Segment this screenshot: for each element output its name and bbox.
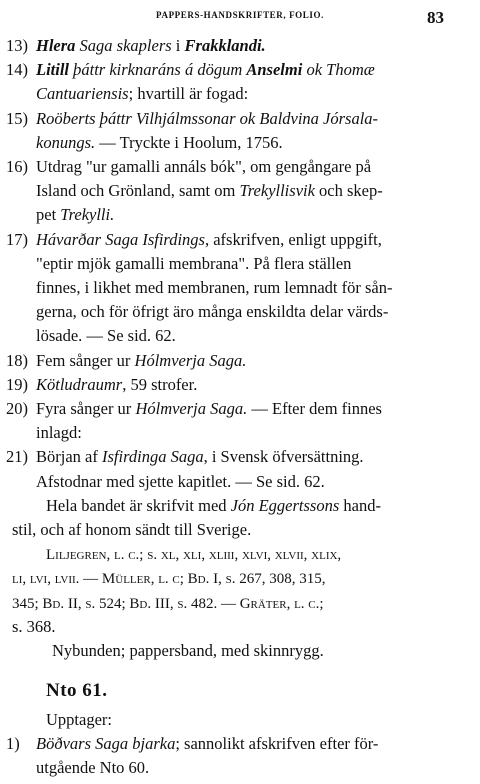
entry-text <box>12 566 326 590</box>
entry-text <box>36 470 325 494</box>
text-run: finnes, i likhet med membranen, rum lemnadt för sån- <box>36 278 393 297</box>
item-text <box>36 732 378 756</box>
entry-number: 17) <box>6 229 28 249</box>
entry-line <box>0 107 480 131</box>
entry-text <box>36 107 378 131</box>
text-run: Nybunden; pappersband, med skinnrygg. <box>52 641 324 660</box>
section-heading: Nto 61. <box>46 680 108 701</box>
page-number: 83 <box>427 8 444 27</box>
entry-line <box>0 82 480 106</box>
entry-line <box>0 566 480 590</box>
entry-text <box>36 252 351 276</box>
text-run: þáttr kirknaráns á dögum <box>69 60 247 80</box>
text-run: Kötludraumr <box>36 374 123 394</box>
text-run: Utdrag "ur gamalli annáls bók", om gengångare på <box>36 157 372 176</box>
text-run: Hólmverja Saga. <box>135 399 248 418</box>
entry-number: 19) <box>6 374 28 394</box>
text-run: , i Svensk öfversättning. <box>203 447 364 467</box>
text-run: Fyra sånger ur <box>36 399 136 418</box>
section-intro-line <box>0 708 480 732</box>
text-run: och skep- <box>314 181 383 201</box>
entry-text <box>12 615 56 639</box>
entry-line <box>0 470 480 494</box>
text-run: , afskrifven, enligt uppgift, <box>204 229 382 249</box>
text-run: Saga <box>75 36 117 55</box>
text-run: "eptir mjök gamalli membrana". På flera ställen <box>36 253 352 273</box>
entry-line <box>0 349 480 373</box>
text-run: li, lvi, lvii. — Müller, l. c; Bd. I, s. 267, 308, 315, <box>12 571 326 588</box>
text-run: Hávarðar Saga Isfirdings <box>36 229 205 249</box>
item-continuation-text: utgående Nto 60. <box>36 758 150 777</box>
entry-number: 20) <box>6 399 28 418</box>
text-run: Thomæ <box>326 60 375 80</box>
entry-line <box>0 494 480 518</box>
entry-text <box>36 82 248 106</box>
entry-line <box>0 34 480 58</box>
text-run: stil, och af honom sändt till Sverige. <box>12 520 252 539</box>
entry-line <box>0 518 480 542</box>
text-run: hand- <box>339 495 381 515</box>
text-run: Fem sånger ur <box>36 350 135 370</box>
entry-line <box>0 542 480 566</box>
text-run: Hlera <box>36 36 76 55</box>
text-run: — Efter dem finnes <box>247 399 382 418</box>
text-run: Afstodnar med sjette kapitlet. — Se sid. 62. <box>36 471 325 491</box>
entry-text <box>36 397 382 421</box>
entry-text <box>36 179 383 203</box>
entry-line <box>0 179 480 203</box>
entry-number: 13) <box>6 36 28 55</box>
text-run: Frakklandi. <box>184 36 266 55</box>
text-run: inlagd: <box>36 423 82 443</box>
section-intro: Upptager: <box>46 710 112 729</box>
entry-line <box>0 639 480 663</box>
item-number: 1) <box>6 734 20 753</box>
text-run: Cantuariensis <box>36 84 129 104</box>
entry-line <box>0 228 480 252</box>
entry-text <box>36 445 364 469</box>
text-run: 345; Bd. II, s. 524; Bd. III, s. 482. — Gräter, l. c.; <box>12 595 324 612</box>
entry-text <box>12 591 324 615</box>
entry-number: 15) <box>6 108 28 128</box>
text-run: Litill <box>36 60 69 80</box>
text-run: Anselmi <box>246 60 303 80</box>
section-item-continuation <box>0 756 480 780</box>
entry-text <box>36 155 371 179</box>
entry-number: 16) <box>6 157 28 176</box>
running-title: PAPPERS-HANDSKRIFTER, FOLIO. <box>156 10 324 20</box>
entry-text <box>36 373 197 397</box>
entry-text <box>46 542 341 566</box>
entry-text <box>36 58 375 82</box>
entry-line <box>0 615 480 639</box>
entry-line <box>0 252 480 276</box>
entry-line <box>0 203 480 227</box>
entry-line <box>0 397 480 421</box>
entry-text <box>36 349 246 373</box>
text-run: Roöberts þáttr Vilhjálmssonar ok Baldvina Jórsala- <box>36 108 379 128</box>
entry-number: 21) <box>6 447 28 467</box>
entry-number: 14) <box>6 60 28 80</box>
text-run: s. 368. <box>12 616 56 636</box>
entry-number: 18) <box>6 350 28 370</box>
entry-line <box>0 131 480 155</box>
entry-line <box>0 276 480 300</box>
text-run: Hólmverja Saga. <box>134 350 247 370</box>
entry-text <box>52 639 324 663</box>
text-run: lösade. — Se sid. 62. <box>36 326 176 346</box>
entry-line <box>0 421 480 445</box>
text-run: konungs. <box>36 132 96 152</box>
text-run: i <box>171 36 185 55</box>
text-run: gerna, och för öfrigt äro många enskildta delar värds- <box>36 302 389 322</box>
entry-text <box>36 324 176 348</box>
page-header <box>0 8 480 28</box>
entry-line <box>0 591 480 615</box>
text-run: Början af <box>36 447 102 467</box>
section-item-line <box>0 732 480 756</box>
entry-line <box>0 445 480 469</box>
text-run: Hela bandet är skrifvit med <box>46 495 231 515</box>
entry-text <box>36 276 392 300</box>
entry-text <box>36 34 266 58</box>
item-description: ; sannolikt afskrifven efter för- <box>175 734 379 753</box>
entry-line <box>0 58 480 82</box>
entry-text <box>46 494 381 518</box>
text-run: ok <box>302 60 327 80</box>
item-title: Böðvars Saga bjarka <box>36 734 176 753</box>
text-run: Trekylli. <box>60 205 115 225</box>
text-run: — Tryckte i Hoolum, 1756. <box>95 132 283 152</box>
text-run: pet <box>36 205 61 225</box>
entry-line <box>0 155 480 179</box>
text-run: Jón Eggertssons <box>230 495 340 515</box>
entry-text <box>36 228 382 252</box>
text-run: Island och Grönland, samt om <box>36 181 240 201</box>
entry-line <box>0 324 480 348</box>
entry-line <box>0 373 480 397</box>
entry-text <box>36 203 114 227</box>
text-run: Isfirdinga Saga <box>101 447 204 467</box>
entry-text <box>36 421 82 445</box>
text-run: Liljegren, l. c.; s. xl, xli, xliii, xlvi, xlvii, xlix, <box>46 547 342 564</box>
text-run: , 59 strofer. <box>122 374 198 394</box>
text-run: Trekyllisvik <box>239 181 315 201</box>
text-run: ; hvartill är fogad: <box>128 84 249 104</box>
text-run: skaplers <box>116 36 172 55</box>
entry-line <box>0 300 480 324</box>
entry-text <box>36 300 388 324</box>
entry-text <box>36 131 283 155</box>
entry-text <box>12 518 251 542</box>
